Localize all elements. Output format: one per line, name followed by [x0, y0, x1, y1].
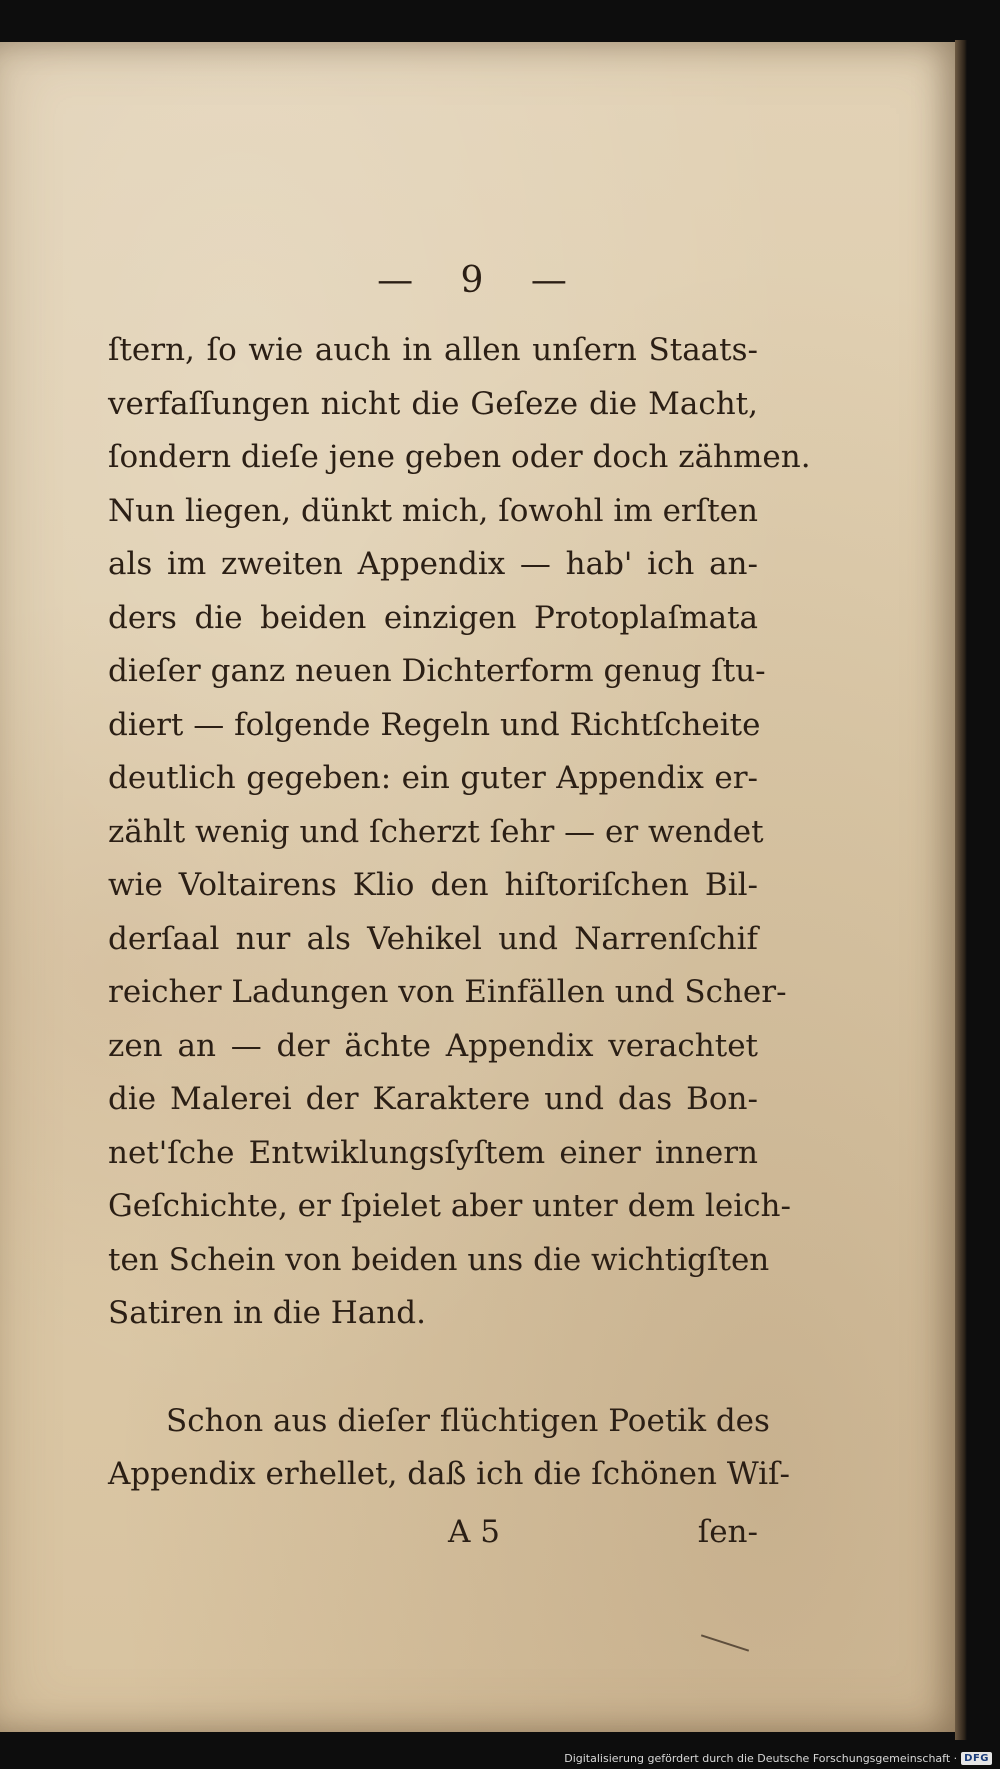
dfg-logo-icon: DFG — [961, 1752, 992, 1765]
book-page — [0, 42, 962, 1732]
text-line: deutlich gegeben: ein guter Appendix er- — [108, 760, 758, 796]
page-edge-shadow — [955, 40, 967, 1740]
text-line: zählt wenig und ſcherzt ſehr — er wendet — [108, 813, 764, 850]
text-line: net'ſche Entwiklungsſyſtem einer innern — [108, 1134, 758, 1171]
text-line: ders die beiden einzigen Protoplaſmata — [108, 599, 758, 636]
text-line: ſtern, ſo wie auch in allen unſern Staats- — [108, 332, 758, 368]
text-line: die Malerei der Karaktere und das Bon- — [108, 1081, 758, 1117]
paragraph-gap — [108, 1341, 758, 1395]
text-line: ten Schein von beiden uns die wichtigſten — [108, 1241, 770, 1278]
text-line: verfaſſungen nicht die Geſeze die Macht, — [108, 385, 758, 422]
ink-stroke-mark — [701, 1634, 749, 1651]
text-line: Schon aus dieſer flüchtigen Poetik des — [166, 1402, 770, 1439]
text-line: ſondern dieſe jene geben oder doch zähmen. — [108, 439, 811, 475]
text-line: derſaal nur als Vehikel und Narrenſchif — [108, 920, 758, 957]
text-line: wie Voltairens Klio den hiſtoriſchen Bil- — [108, 867, 758, 903]
text-line: Appendix erhellet, daß ich die ſchönen Wiſ- — [108, 1456, 791, 1492]
credit-text: Digitalisierung gefördert durch die Deutsche Forschungsgemeinschaft · — [564, 1752, 958, 1765]
text-line: diert — folgende Regeln und Richtſcheite — [108, 706, 761, 743]
text-line: Satiren in die Hand. — [108, 1295, 426, 1331]
text-line: dieſer ganz neuen Dichterform genug ſtu- — [108, 653, 766, 689]
text-line: zen an — der ächte Appendix verachtet — [108, 1027, 758, 1064]
text-line: als im zweiten Appendix — hab' ich an- — [108, 546, 758, 582]
text-line: Nun liegen, dünkt mich, ſowohl im erſten — [108, 492, 758, 529]
main-text-block — [108, 324, 811, 1502]
text-line: reicher Ladungen von Einfällen und Scher- — [108, 974, 787, 1010]
signature-mark: A 5 — [448, 1514, 500, 1550]
page-number: — 9 — — [377, 260, 585, 301]
catchword: ſen- — [697, 1514, 758, 1550]
digitization-credit — [564, 1752, 992, 1765]
text-line: Geſchichte, er ſpielet aber unter dem leich- — [108, 1188, 791, 1224]
